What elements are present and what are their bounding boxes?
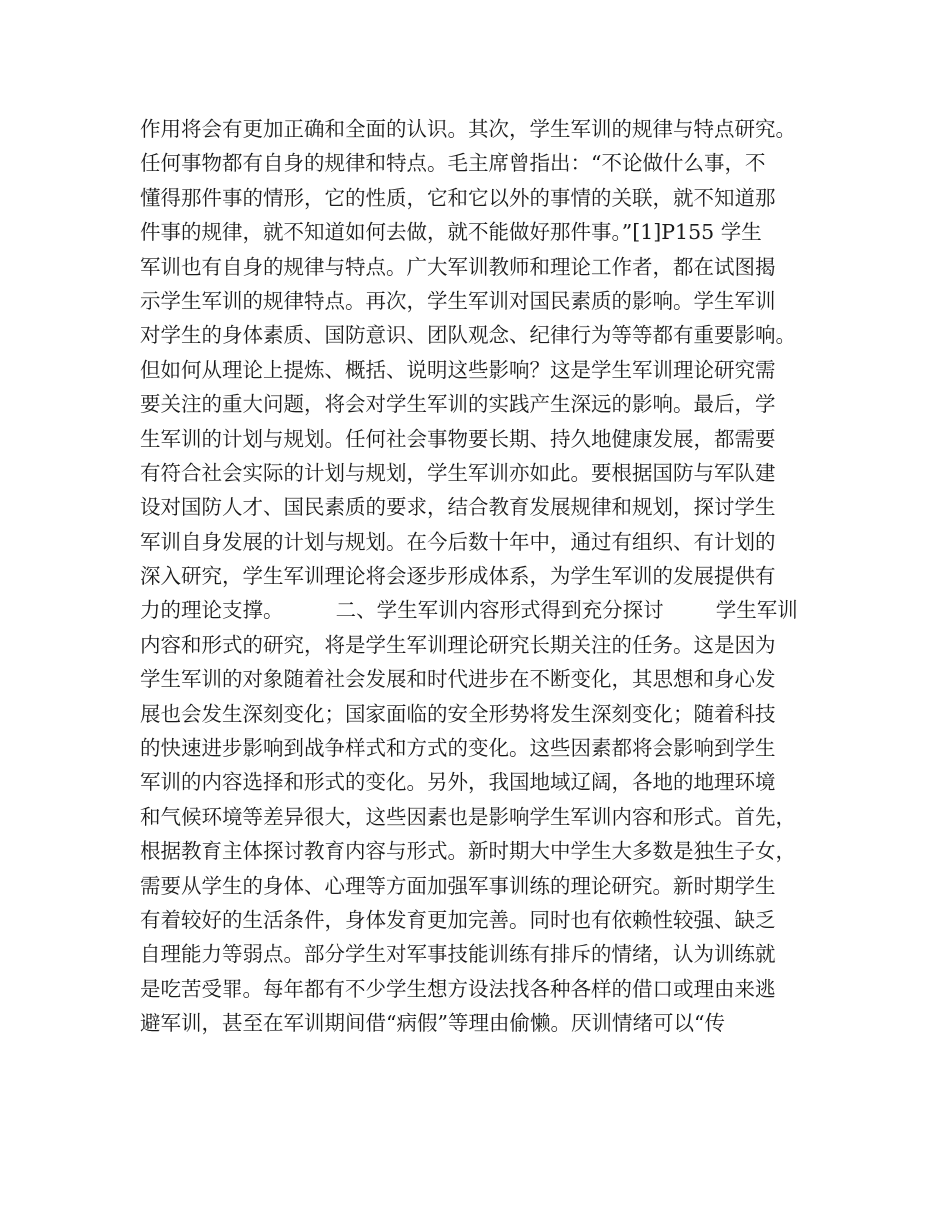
text-line: 内容和形式的研究，将是学生军训理论研究长期关注的任务。这是因为 <box>140 632 776 657</box>
text-line: 学生军训的对象随着社会发展和时代进步在不断变化，其思想和身心发 <box>140 667 776 692</box>
text-line: 军训也有自身的规律与特点。广大军训教师和理论工作者，都在试图揭 <box>140 254 776 279</box>
text-line: 懂得那件事的情形，它的性质，它和它以外的事情的关联，就不知道那 <box>140 185 776 210</box>
text-line: 作用将会有更加正确和全面的认识。其次，学生军训的规律与特点研究。 <box>140 117 796 141</box>
text-line: 展也会发生深刻变化；国家面临的安全形势将发生深刻变化；随着科技 <box>140 701 776 726</box>
text-line: 任何事物都有自身的规律和特点。毛主席曾指出：“不论做什么事，不 <box>140 151 766 176</box>
text-line: 生军训的计划与规划。任何社会事物要长期、持久地健康发展，都需要 <box>140 426 776 451</box>
text-line: 自理能力等弱点。部分学生对军事技能训练有排斥的情绪，认为训练就 <box>140 942 776 967</box>
text-line: 有符合社会实际的计划与规划，学生军训亦如此。要根据国防与军队建 <box>140 460 776 485</box>
text-line: 军训自身发展的计划与规划。在今后数十年中，通过有组织、有计划的 <box>140 529 776 554</box>
text-line: 对学生的身体素质、国防意识、团队观念、纪律行为等等都有重要影响。 <box>140 323 796 348</box>
text-line: 避军训，甚至在军训期间借“病假”等理由偷懒。厌训情绪可以“传 <box>140 1011 725 1036</box>
text-line: 要关注的重大问题，将会对学生军训的实践产生深远的影响。最后，学 <box>140 392 776 417</box>
text-line: 示学生军训的规律特点。再次，学生军训对国民素质的影响。学生军训 <box>140 288 776 313</box>
text-line: 深入研究，学生军训理论将会逐步形成体系，为学生军训的发展提供有 <box>140 564 776 589</box>
text-line: 需要从学生的身体、心理等方面加强军事训练的理论研究。新时期学生 <box>140 873 776 898</box>
text-line: 件事的规律，就不知道如何去做，就不能做好那件事。”[1]P155 学生 <box>140 220 762 245</box>
text-line: 是吃苦受罪。每年都有不少学生想方设法找各种各样的借口或理由来逃 <box>140 976 776 1001</box>
text-line: 的快速进步影响到战争样式和方式的变化。这些因素都将会影响到学生 <box>140 736 776 761</box>
text-line: 有着较好的生活条件，身体发育更加完善。同时也有依赖性较强、缺乏 <box>140 907 776 932</box>
text-line: 但如何从理论上提炼、概括、说明这些影响？这是学生军训理论研究需 <box>140 357 776 382</box>
text-line: 和气候环境等差异很大，这些因素也是影响学生军训内容和形式。首先， <box>140 804 796 829</box>
body-text <box>140 112 820 1041</box>
text-line: 力的理论支撑。 二、学生军训内容形式得到充分探讨 学生军训 <box>140 598 798 623</box>
text-line: 军训的内容选择和形式的变化。另外，我国地域辽阔，各地的地理环境 <box>140 770 776 795</box>
text-line: 根据教育主体探讨教育内容与形式。新时期大中学生大多数是独生子女， <box>140 839 796 864</box>
text-line: 设对国防人才、国民素质的要求，结合教育发展规律和规划，探讨学生 <box>140 495 776 520</box>
